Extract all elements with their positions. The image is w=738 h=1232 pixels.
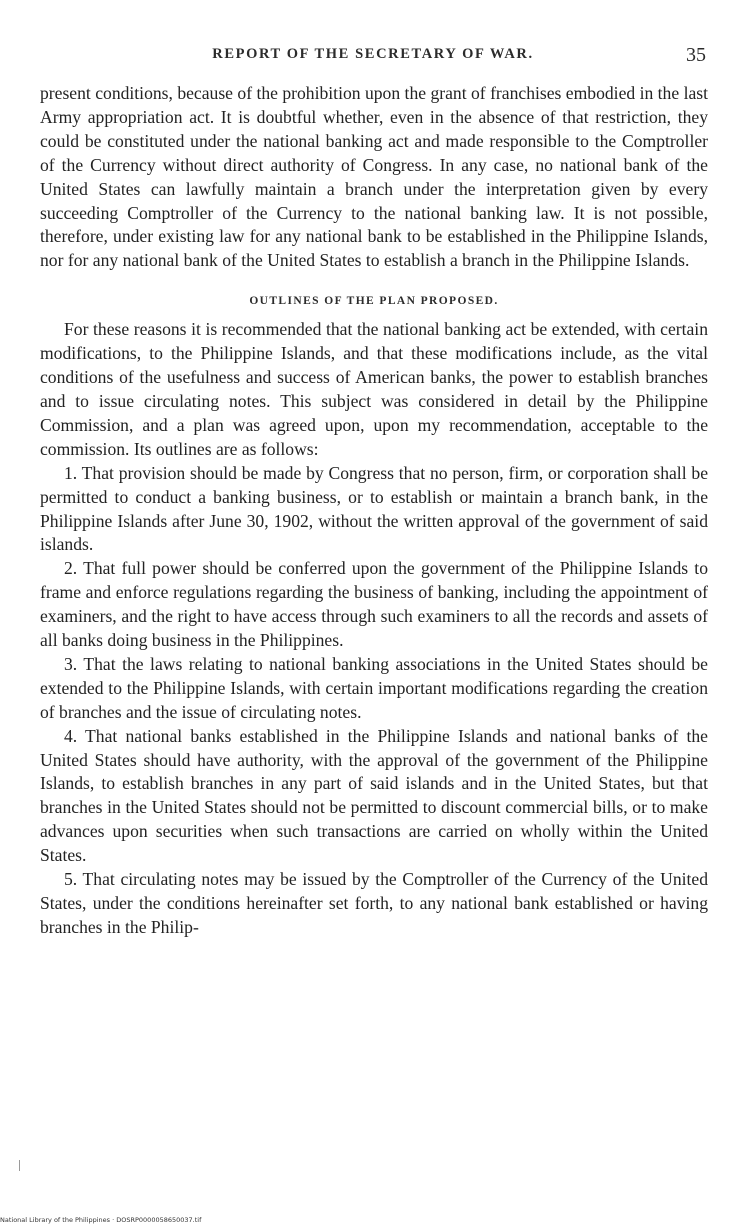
paragraph-item-1: 1. That provision should be made by Congress that no person, firm, or corporation shall be permitted to conduct a banking business, or to establish or maintain a branch bank, in the Philippine Islands after June 30, 1902, without the written approval of the government of said islands. — [40, 462, 708, 555]
body-text — [40, 82, 708, 940]
paragraph-continued: present conditions, because of the prohibition upon the grant of franchises embodied in the last Army appropriation act. It is doubtful whether, even in the absence of that restriction, they could be constituted under the national banking act and made responsible to the Comptroller of the Currency without direct authority of Congress. In any case, no national bank of the United States can lawfully maintain a branch under the interpretation given by every succeeding Comptroller of the Currency to the national banking law. It is not possible, therefore, under existing law for any national bank to be established in the Philippine Islands, nor for any national bank of the United States to establish a branch in the Philippine Islands. — [40, 83, 708, 271]
running-head — [40, 44, 706, 70]
running-head-title: REPORT OF THE SECRETARY OF WAR. — [212, 46, 534, 62]
paragraph-item-4: 4. That national banks established in the Philippine Islands and national banks of the United States should have authority, with the approval of the government of the Philippine Islands, to establish branches in any part of said islands and in the United States, but that branches in the United States should not be permitted to discount commercial bills, or to make advances upon securities when such transactions are carried on wholly within the United States. — [40, 725, 708, 866]
page-number: 35 — [686, 44, 706, 66]
paragraph-item-5: 5. That circulating notes may be issued by the Comptroller of the Currency of the United States, under the conditions hereinafter set forth, to any national bank established or having branches in the Philip- — [40, 869, 708, 937]
paragraph-recommendation: For these reasons it is recommended that the national banking act be extended, with certain modifications, to the Philippine Islands, and that these modifications include, as the vital conditions of the usefulness and success of American banks, the power to establish branches and to issue circulating notes. This subject was considered in detail by the Philippine Commission, and a plan was agreed upon, upon my recommendation, acceptable to the commission. Its outlines are as follows: — [40, 319, 708, 459]
margin-mark — [19, 1160, 20, 1171]
scan-footer-note: National Library of the Philippines · DOSRP0000058650037.tif — [0, 1216, 202, 1224]
section-heading: OUTLINES OF THE PLAN PROPOSED. — [249, 295, 499, 308]
paragraph-item-2: 2. That full power should be conferred upon the government of the Philippine Islands to frame and enforce regulations regarding the business of banking, including the appointment of examiners, and the right to have access through such examiners to all the records and assets of all banks doing business in the Philippines. — [40, 558, 708, 651]
paragraph-item-3: 3. That the laws relating to national banking associations in the United States should be extended to the Philippine Islands, with certain important modifications regarding the creation of branches and the issue of circulating notes. — [40, 653, 708, 722]
